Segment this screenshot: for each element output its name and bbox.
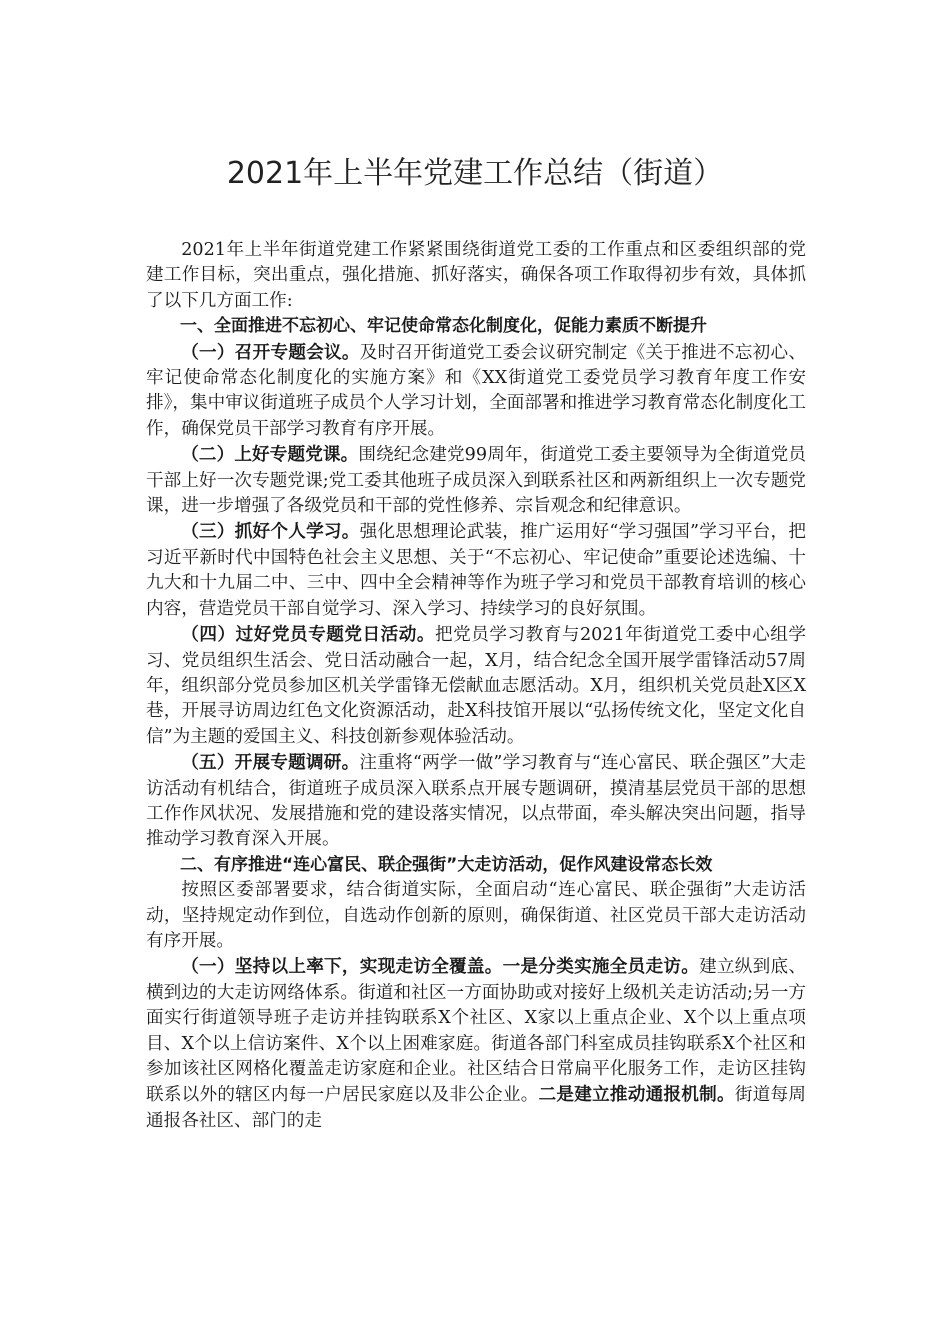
item-lead: （四）过好党员专题党日活动。	[181, 624, 435, 646]
sub-lead: 二是建立推动通报机制。	[538, 1084, 735, 1106]
section-1-heading: 一、全面推进不忘初心、牢记使命常态化制度化，促能力素质不断提升	[180, 316, 707, 337]
document-title: 2021年上半年党建工作总结（街道）	[226, 156, 724, 191]
item-lead: （一）坚持以上率下，实现走访全覆盖。	[181, 956, 503, 978]
section-2-intro: 按照区委部署要求，结合街道实际，全面启动“连心富民、联企强街”大走访活动，坚持规定动作到位，自选动作创新的原则，确保街道、社区党员干部大走访活动有序开展。	[146, 880, 806, 951]
item-lead: （三）抓好个人学习。	[181, 521, 360, 543]
intro-paragraph: 2021年上半年街道党建工作紧紧围绕街道党工委的工作重点和区委组织部的党建工作目标，突出重点，强化措施、抓好落实，确保各项工作取得初步有效，具体抓了以下几方面工作:	[146, 240, 806, 311]
item-text: 及时召开街道党工委会议研究制定《关于推进不忘初心、牢记使命常态化制度化的实施方案》和《XX街道党工委党员学习教育年度工作安排》，集中审议街道班子成员个人学习计划，全面部署和推进学习教育常态化制度化工作，确保党员干部学习教育有序开展。	[146, 342, 806, 439]
item-text: 围绕纪念建党99周年，街道党工委主要领导为全街道党员干部上好一次专题党课;党工委其他班子成员深入到联系社区和两新组织上一次专题党课，进一步增强了各级党员和干部的党性修养、宗旨观念和纪律意识。	[146, 445, 806, 517]
item-lead: （一）召开专题会议。	[181, 341, 360, 363]
section-1-item-3	[146, 519, 806, 622]
document-body	[146, 238, 806, 1134]
section-1-item-4	[146, 622, 806, 750]
section-1-item-1	[146, 340, 806, 443]
item-text: 建立纵到底、横到边的大走访网络体系。街道和社区一方面协助或对接好上级机关走访活动;另一方面实行街道领导班子走访并挂钩联系X个社区、X家以上重点企业、X个以上重点项目、X个以上信访案件、X个以上困难家庭。街道各部门科室成员挂钩联系X个社区和参加该社区网格化覆盖走访家庭和企业。社区结合日常扁平化服务工作，走访区挂钩联系以外的辖区内每一户居民家庭以及非公企业。	[146, 957, 806, 1106]
item-text: 街道每周通报各社区、部门的走	[146, 1085, 806, 1131]
section-2-heading: 二、有序推进“连心富民、联企强街”大走访活动，促作风建设常态长效	[180, 854, 713, 875]
item-lead: （二）上好专题党课。	[181, 444, 359, 466]
sub-lead: 一是分类实施全员走访。	[502, 956, 700, 978]
item-text: 把党员学习教育与2021年街道党工委中心组学习、党员组织生活会、党日活动融合一起，X月，结合纪念全国开展学雷锋活动57周年，组织部分党员参加区机关学雷锋无偿献血志愿活动。X月，组织机关党员赴X区X巷，开展寻访周边红色文化资源活动，赴X科技馆开展以“弘扬传统文化，坚定文化自信”为主题的爱国主义、科技创新参观体验活动。	[146, 625, 806, 747]
section-2-item-1	[146, 954, 806, 1134]
section-1-item-2	[146, 442, 806, 519]
item-text: 注重将“两学一做”学习教育与“连心富民、联企强区”大走访活动有机结合，街道班子成员深入联系点开展专题调研，摸清基层党员干部的思想工作作风状况、发展措施和党的建设落实情况，以点带面，牵头解决突出问题，指导推动学习教育深入开展。	[146, 753, 806, 850]
section-1-item-5	[146, 750, 806, 853]
item-lead: （五）开展专题调研。	[181, 752, 360, 774]
item-text: 强化思想理论武装，推广运用好“学习强国”学习平台，把习近平新时代中国特色社会主义思想、关于“不忘初心、牢记使命”重要论述选编、十九大和十九届二中、三中、四中全会精神等作为班子学习和党员干部教育培训的核心内容，营造党员干部自觉学习、深入学习、持续学习的良好氛围。	[146, 522, 806, 619]
